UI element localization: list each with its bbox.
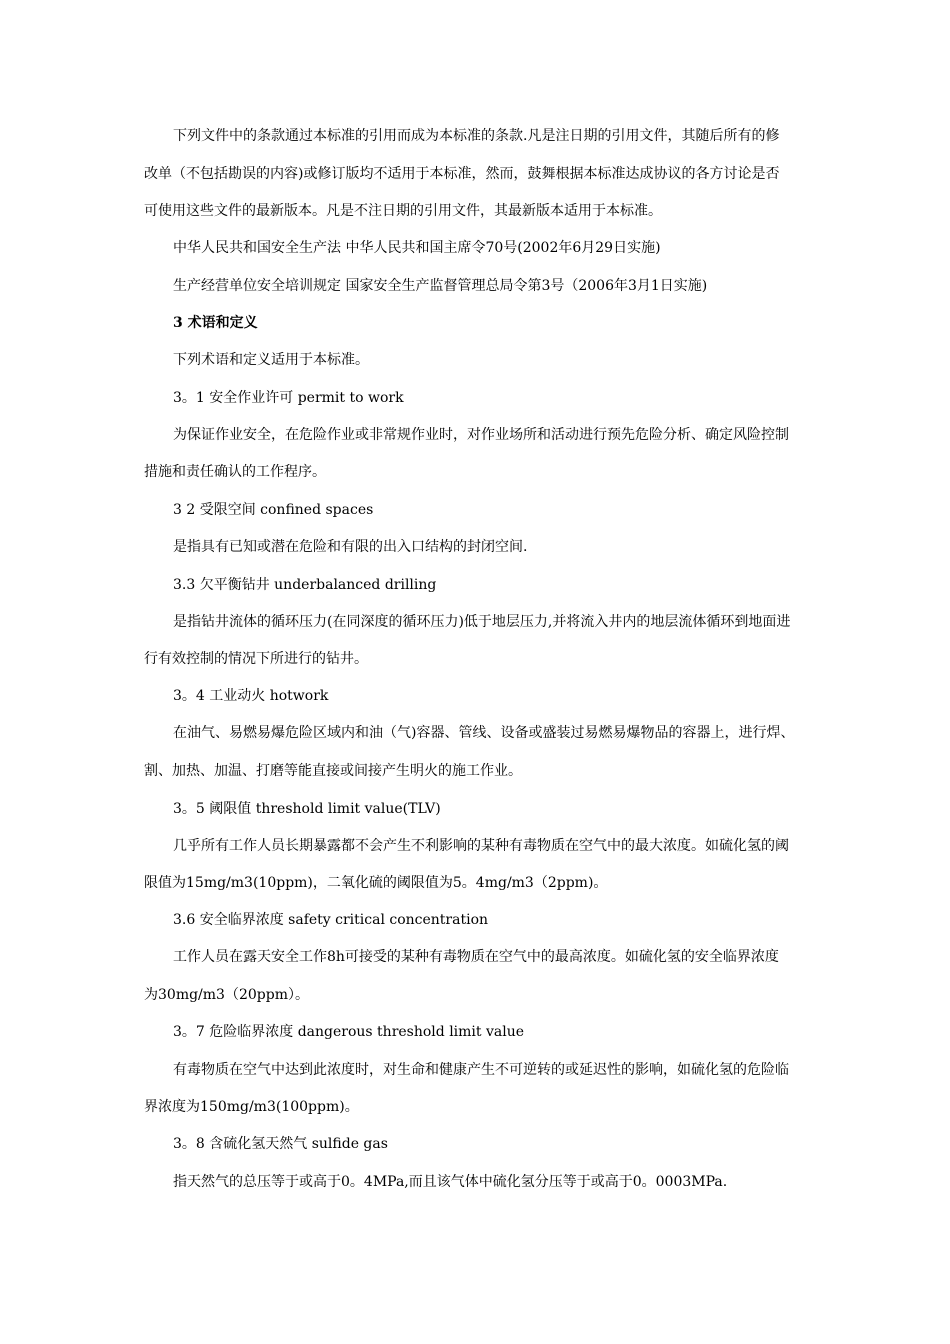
- term-heading: 3。1 安全作业许可 permit to work: [173, 390, 404, 406]
- term-heading: 3.6 安全临界浓度 safety critical concentration: [173, 912, 489, 928]
- definition-line: 界浓度为150mg/m3(100ppm)。: [144, 1099, 359, 1115]
- term-heading: 3 2 受限空间 confined spaces: [173, 502, 374, 518]
- definition-line: 是指钻井流体的循环压力(在同深度的循环压力)低于地层压力,并将流入井内的地层流体循环到地面进: [173, 614, 791, 630]
- reference-item: 生产经营单位安全培训规定 国家安全生产监督管理总局令第3号（2006年3月1日实施): [173, 278, 708, 294]
- definition-line: 指天然气的总压等于或高于0。4MPa,而且该气体中硫化氢分压等于或高于0。0003MPa.: [173, 1174, 728, 1190]
- definition-line: 在油气、易燃易爆危险区域内和油（气)容器、管线、设备或盛装过易燃易爆物品的容器上，进行焊、: [173, 725, 795, 741]
- definition-line: 有毒物质在空气中达到此浓度时，对生命和健康产生不可逆转的或延迟性的影响，如硫化氢的危险临: [173, 1062, 789, 1078]
- definition-line: 行有效控制的情况下所进行的钻井。: [144, 651, 368, 667]
- term-heading: 3。4 工业动火 hotwork: [173, 688, 329, 704]
- section-heading: 3 术语和定义: [173, 315, 258, 331]
- term-heading: 3。8 含硫化氢天然气 sulfide gas: [173, 1136, 388, 1152]
- definition-line: 限值为15mg/m3(10ppm)，二氧化硫的阈限值为5。4mg/m3（2ppm)。: [144, 875, 608, 891]
- definition-line: 割、加热、加温、打磨等能直接或间接产生明火的施工作业。: [144, 763, 522, 779]
- term-heading: 3.3 欠平衡钻井 underbalanced drilling: [173, 577, 437, 593]
- definition-line: 几乎所有工作人员长期暴露都不会产生不利影响的某种有毒物质在空气中的最大浓度。如硫化氢的阈: [173, 838, 789, 854]
- reference-item: 中华人民共和国安全生产法 中华人民共和国主席令70号(2002年6月29日实施): [173, 240, 661, 256]
- paragraph-line: 改单（不包括勘误的内容)或修订版均不适用于本标准，然而，鼓舞根据本标准达成协议的各方讨论是否: [144, 166, 780, 182]
- paragraph-line: 下列文件中的条款通过本标准的引用而成为本标准的条款.凡是注日期的引用文件，其随后所有的修: [173, 128, 780, 144]
- definition-line: 措施和责任确认的工作程序。: [144, 464, 326, 480]
- definition-line: 为保证作业安全，在危险作业或非常规作业时，对作业场所和活动进行预先危险分析、确定风险控制: [173, 427, 789, 443]
- definition-line: 工作人员在露天安全工作8h可接受的某种有毒物质在空气中的最高浓度。如硫化氢的安全临界浓度: [173, 949, 779, 965]
- paragraph-line: 下列术语和定义适用于本标准。: [173, 352, 369, 368]
- term-heading: 3。7 危险临界浓度 dangerous threshold limit value: [173, 1024, 525, 1040]
- definition-line: 是指具有已知或潜在危险和有限的出入口结构的封闭空间.: [173, 539, 528, 555]
- term-heading: 3。5 阈限值 threshold limit value(TLV): [173, 801, 441, 817]
- definition-line: 为30mg/m3（20ppm）。: [144, 987, 309, 1003]
- paragraph-line: 可使用这些文件的最新版本。凡是不注日期的引用文件，其最新版本适用于本标准。: [144, 203, 662, 219]
